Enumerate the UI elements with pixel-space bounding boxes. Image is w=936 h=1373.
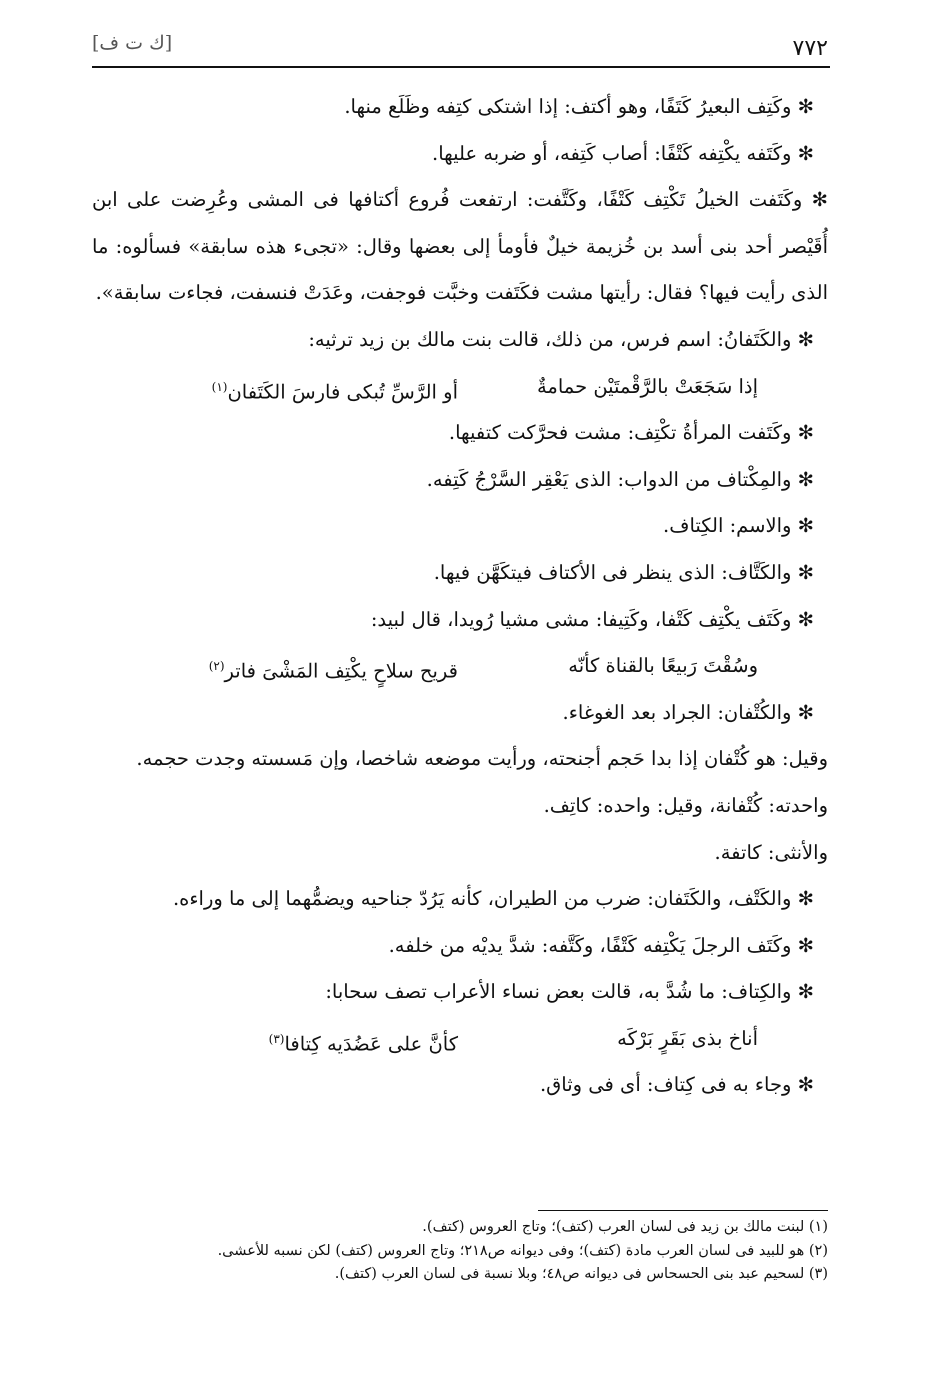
entry-line: ✻ والاسم: الكِتاف. (663, 514, 814, 538)
verse-text: كأنَّ على عَضُدَيه كِتافا (284, 1032, 458, 1056)
verse-hemistich-second (212, 364, 458, 411)
footnote-rule (538, 1210, 828, 1211)
verse-hemistich-second (209, 643, 458, 690)
page-number: ٧٧٢ (792, 36, 828, 61)
entry-line: ✻ والكَتْف، والكَتَفان: ضرب من الطيران، كأنه يَرُدّ جناحيه ويضمُّهما إلى ما وراءه. (172, 887, 814, 911)
entry-line: ✻ وكَتَف الرجلَ يَكْتِفه كَتْفًا، وكَتَّفه: شدَّ يديْه من خلفه. (388, 933, 814, 957)
running-head: [ك ت ف] (92, 32, 173, 54)
entry-paragraph: ✻ وكَتَفت الخيلُ تَكْتِف كَتْفًا، وكَتَّفت: ارتفعت فُروع أكتافها فى المشى وعُرِضت على ابن أُقَيْصر أحد بنى أسد بن خُزيمة خيلٌ فأومأ إلى بعضها وقال: «تجىء هذه سابقة» فسألوه: ما الذى رأيت فيها؟ فقال: رأيتها مشت فكَتَفت وخبَّت فوجفت، وعَدَتْ فنسفت، فجاءت سابقة». (92, 188, 828, 305)
footnote-ref: (١) (211, 379, 228, 394)
footnote-2: (٢) هو للبيد فى لسان العرب مادة (كتف)؛ وفى ديوانه ص٢١٨؛ وتاج العروس (كتف) لكن نسبه للأعشى. (217, 1242, 828, 1259)
entry-line: ✻ والكُتْفان: الجراد بعد الغوغاء. (562, 700, 814, 724)
entry-line: ✻ وكَتَف يكْتِف كَتْفا، وكَتِيفا: مشى مشيا رُويدا، قال لبيد: (370, 607, 814, 631)
verse-text: قريح سلاحٍ يكْتِف المَشْىَ فاتر (224, 659, 458, 683)
footnote-3: (٣) لسحيم عبد بنى الحسحاس فى ديوانه ص٤٨؛ وبلا نسبة فى لسان العرب (كتف). (334, 1266, 828, 1282)
main-text (92, 84, 828, 1109)
verse-line (92, 364, 828, 411)
entry-paragraph: وقيل: هو كُتْفان إذا بدا حَجم أجنحته، ورأيت موضعه شاخصا، وإن مَسسته وجدت حجمه. (136, 747, 828, 771)
footnote-ref: (٣) (268, 1031, 285, 1046)
entry-line: ✻ والمِكْتاف من الدواب: الذى يَعْقِر السَّرْجُ كَتِفه. (426, 467, 814, 491)
entry-line: ✻ وكَتِف البعيرُ كَتَفًا، وهو أكتف: إذا اشتكى كتِفه وظَلَع منها. (344, 95, 814, 118)
verse-hemistich-second (269, 1016, 458, 1063)
verse-line (92, 1016, 828, 1063)
verse-line (92, 643, 828, 690)
page-header (92, 30, 828, 64)
footnote-ref: (٢) (208, 659, 225, 674)
header-rule (92, 66, 830, 68)
entry-line: ✻ وكَتَفت المرأةُ تكْتِف: مشت فحرَّكت كتفيها. (448, 421, 814, 445)
verse-hemistich-first: إذا سَجَعَتْ بالرَّقْمتَيْن حمامةٌ (536, 374, 758, 398)
footnote-1: (١) لبنت مالك بن زيد فى لسان العرب (كتف)؛ وتاج العروس (كتف). (422, 1219, 828, 1235)
entry-line: ✻ وكَتَفه يكْتِفه كَتْفًا: أصاب كَتِفه، أو ضربه عليها. (432, 141, 814, 165)
footnotes (92, 1216, 828, 1287)
verse-text: أو الرَّسِّ تُبكى فارسَ الكَتَفان (227, 380, 458, 404)
entry-line: ✻ والكَتَّاف: الذى ينظر فى الأكتاف فيتكَهَّن فيها. (433, 560, 814, 584)
entry-line: ✻ والكَتَفانُ: اسم فرس، من ذلك، قالت بنت مالك بن زيد ترثيه: (308, 327, 814, 351)
verse-hemistich-first: أناخ بذى بَقَرٍ بَرْكَه (617, 1026, 758, 1050)
entry-line: ✻ وجاء به فى كِتاف: أى فى وثاق. (539, 1073, 814, 1097)
entry-line: واحدته: كُتْفانة، وقيل: واحده: كاتِف. (543, 793, 828, 817)
verse-hemistich-first: وسُقْتَ رَبيعًا بالقناة كأنّه (568, 654, 758, 678)
entry-line: والأنثى: كاتفة. (714, 840, 828, 864)
entry-line: ✻ والكِتاف: ما شُدَّ به، قالت بعض نساء الأعراب تصف سحابا: (325, 980, 814, 1004)
